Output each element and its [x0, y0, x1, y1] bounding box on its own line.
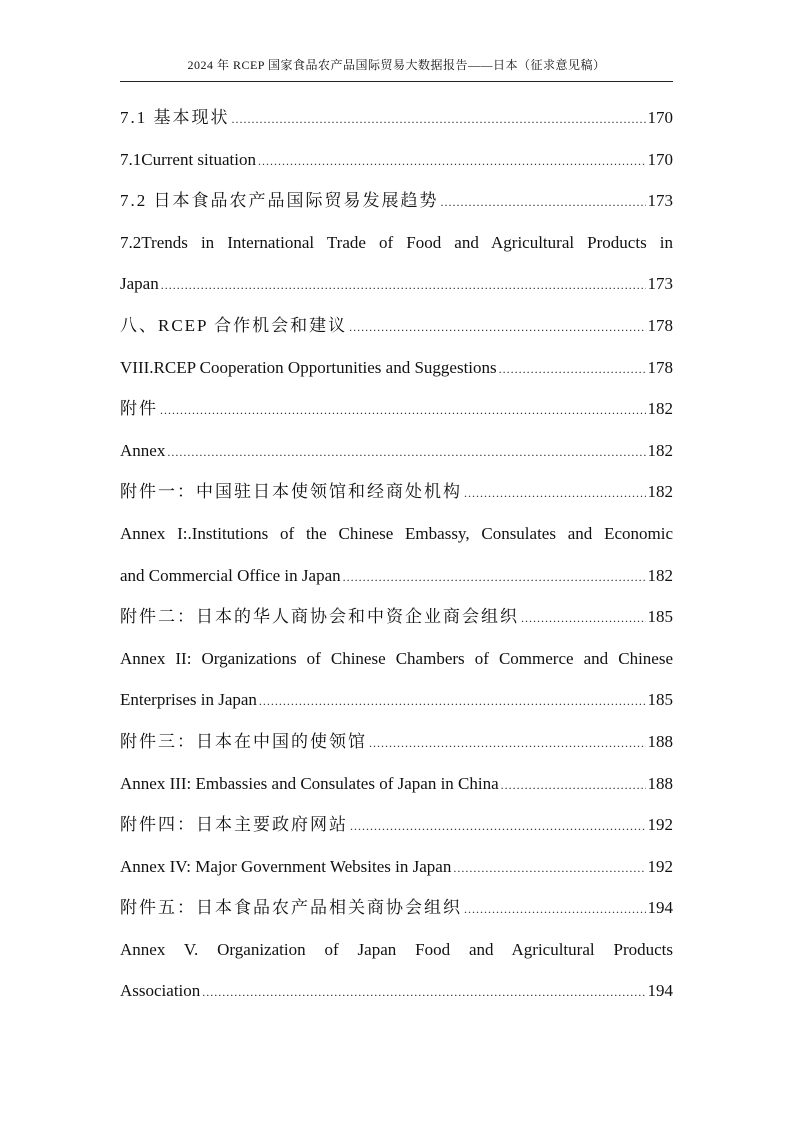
toc-entry-title: 附件五：日本食品农产品相关商协会组织 — [120, 898, 462, 918]
toc-page-number: 173 — [647, 191, 673, 211]
toc-entry-title: Japan — [120, 274, 159, 294]
dot-leader — [441, 182, 646, 224]
toc-entry-title: 八、RCEP 合作机会和建议 — [120, 315, 348, 335]
toc-entry[interactable] — [120, 721, 673, 763]
toc-entry[interactable] — [120, 555, 673, 597]
toc-entry-title: 附件 — [120, 399, 158, 419]
toc-entry[interactable] — [120, 970, 673, 1012]
toc-entry-title: 附件四：日本主要政府网站 — [120, 815, 348, 835]
toc-entry-line[interactable]: Annex II: Organizations of Chinese Chambers of Commerce and Chinese — [120, 648, 673, 668]
toc-entry[interactable] — [120, 305, 673, 347]
toc-entry-line[interactable]: Annex I:.Institutions of the Chinese Embassy, Consulates and Economic — [120, 523, 673, 543]
toc-page-number: 182 — [647, 399, 673, 419]
toc-entry-title: 7.1Current situation — [120, 149, 256, 169]
toc-entry-title: 附件三：日本在中国的使领馆 — [120, 731, 367, 751]
dot-leader — [501, 765, 646, 807]
toc-page-number: 194 — [647, 981, 673, 1001]
dot-leader — [161, 265, 646, 307]
dot-leader — [232, 99, 646, 141]
dot-leader — [167, 432, 645, 474]
toc-page-number: 170 — [647, 149, 673, 169]
toc-entry-title: 附件一：中国驻日本使领馆和经商处机构 — [120, 482, 462, 502]
toc-page-number: 192 — [647, 856, 673, 876]
toc-page-number: 178 — [647, 357, 673, 377]
toc-entry[interactable] — [120, 430, 673, 472]
toc-entry[interactable] — [120, 887, 673, 929]
dot-leader — [350, 806, 646, 848]
dot-leader — [453, 848, 645, 890]
toc-page-number: 182 — [647, 440, 673, 460]
toc-entry-title: Enterprises in Japan — [120, 690, 257, 710]
toc-entry[interactable] — [120, 804, 673, 846]
toc-entry[interactable] — [120, 347, 673, 389]
toc-entry-line[interactable]: Annex V. Organization of Japan Food and Agricultural Products — [120, 939, 673, 959]
table-of-contents — [120, 97, 673, 1012]
toc-entry-title: VIII.RCEP Cooperation Opportunities and Suggestions — [120, 357, 497, 377]
dot-leader — [464, 889, 646, 931]
toc-page-number: 182 — [647, 565, 673, 585]
dot-leader — [258, 141, 646, 183]
toc-entry-title: Annex III: Embassies and Consulates of Japan in China — [120, 773, 499, 793]
dot-leader — [343, 557, 646, 599]
toc-entry-title: Annex IV: Major Government Websites in Japan — [120, 856, 452, 876]
toc-entry[interactable] — [120, 471, 673, 513]
toc-entry-line[interactable]: 7.2Trends in International Trade of Food and Agricultural Products in — [120, 232, 673, 252]
toc-page-number: 182 — [647, 482, 673, 502]
dot-leader — [160, 390, 646, 432]
toc-entry[interactable] — [120, 180, 673, 222]
toc-entry-title: 附件二：日本的华人商协会和中资企业商会组织 — [120, 607, 519, 627]
toc-page-number: 170 — [647, 108, 673, 127]
toc-page-number: 185 — [647, 690, 673, 710]
toc-entry[interactable] — [120, 763, 673, 805]
toc-page-number: 185 — [647, 607, 673, 627]
toc-entry-title: 7.2 日本食品农产品国际贸易发展趋势 — [120, 191, 439, 211]
header-divider — [120, 81, 673, 82]
dot-leader — [499, 349, 646, 391]
toc-entry-title: 7.1 基本现状 — [120, 108, 230, 127]
dot-leader — [521, 598, 646, 640]
toc-entry[interactable] — [120, 846, 673, 888]
dot-leader — [464, 473, 646, 515]
toc-entry-title: Association — [120, 981, 201, 1001]
toc-entry[interactable] — [120, 596, 673, 638]
toc-page-number: 188 — [647, 773, 673, 793]
toc-entry[interactable] — [120, 679, 673, 721]
toc-entry[interactable] — [120, 139, 673, 181]
dot-leader — [349, 307, 645, 349]
toc-entry-title: and Commercial Office in Japan — [120, 565, 341, 585]
toc-entry[interactable] — [120, 263, 673, 305]
toc-page-number: 188 — [647, 731, 673, 751]
toc-entry[interactable] — [120, 388, 673, 430]
toc-page-number: 194 — [647, 898, 673, 918]
running-header: 2024 年 RCEP 国家食品农产品国际贸易大数据报告——日本（征求意见稿） — [187, 58, 606, 72]
toc-page-number: 173 — [647, 274, 673, 294]
toc-page-number: 192 — [647, 815, 673, 835]
dot-leader — [202, 972, 645, 1014]
dot-leader — [259, 681, 646, 723]
toc-entry[interactable] — [120, 97, 673, 139]
toc-page-number: 178 — [647, 315, 673, 335]
dot-leader — [369, 723, 646, 765]
toc-entry-title: Annex — [120, 440, 166, 460]
